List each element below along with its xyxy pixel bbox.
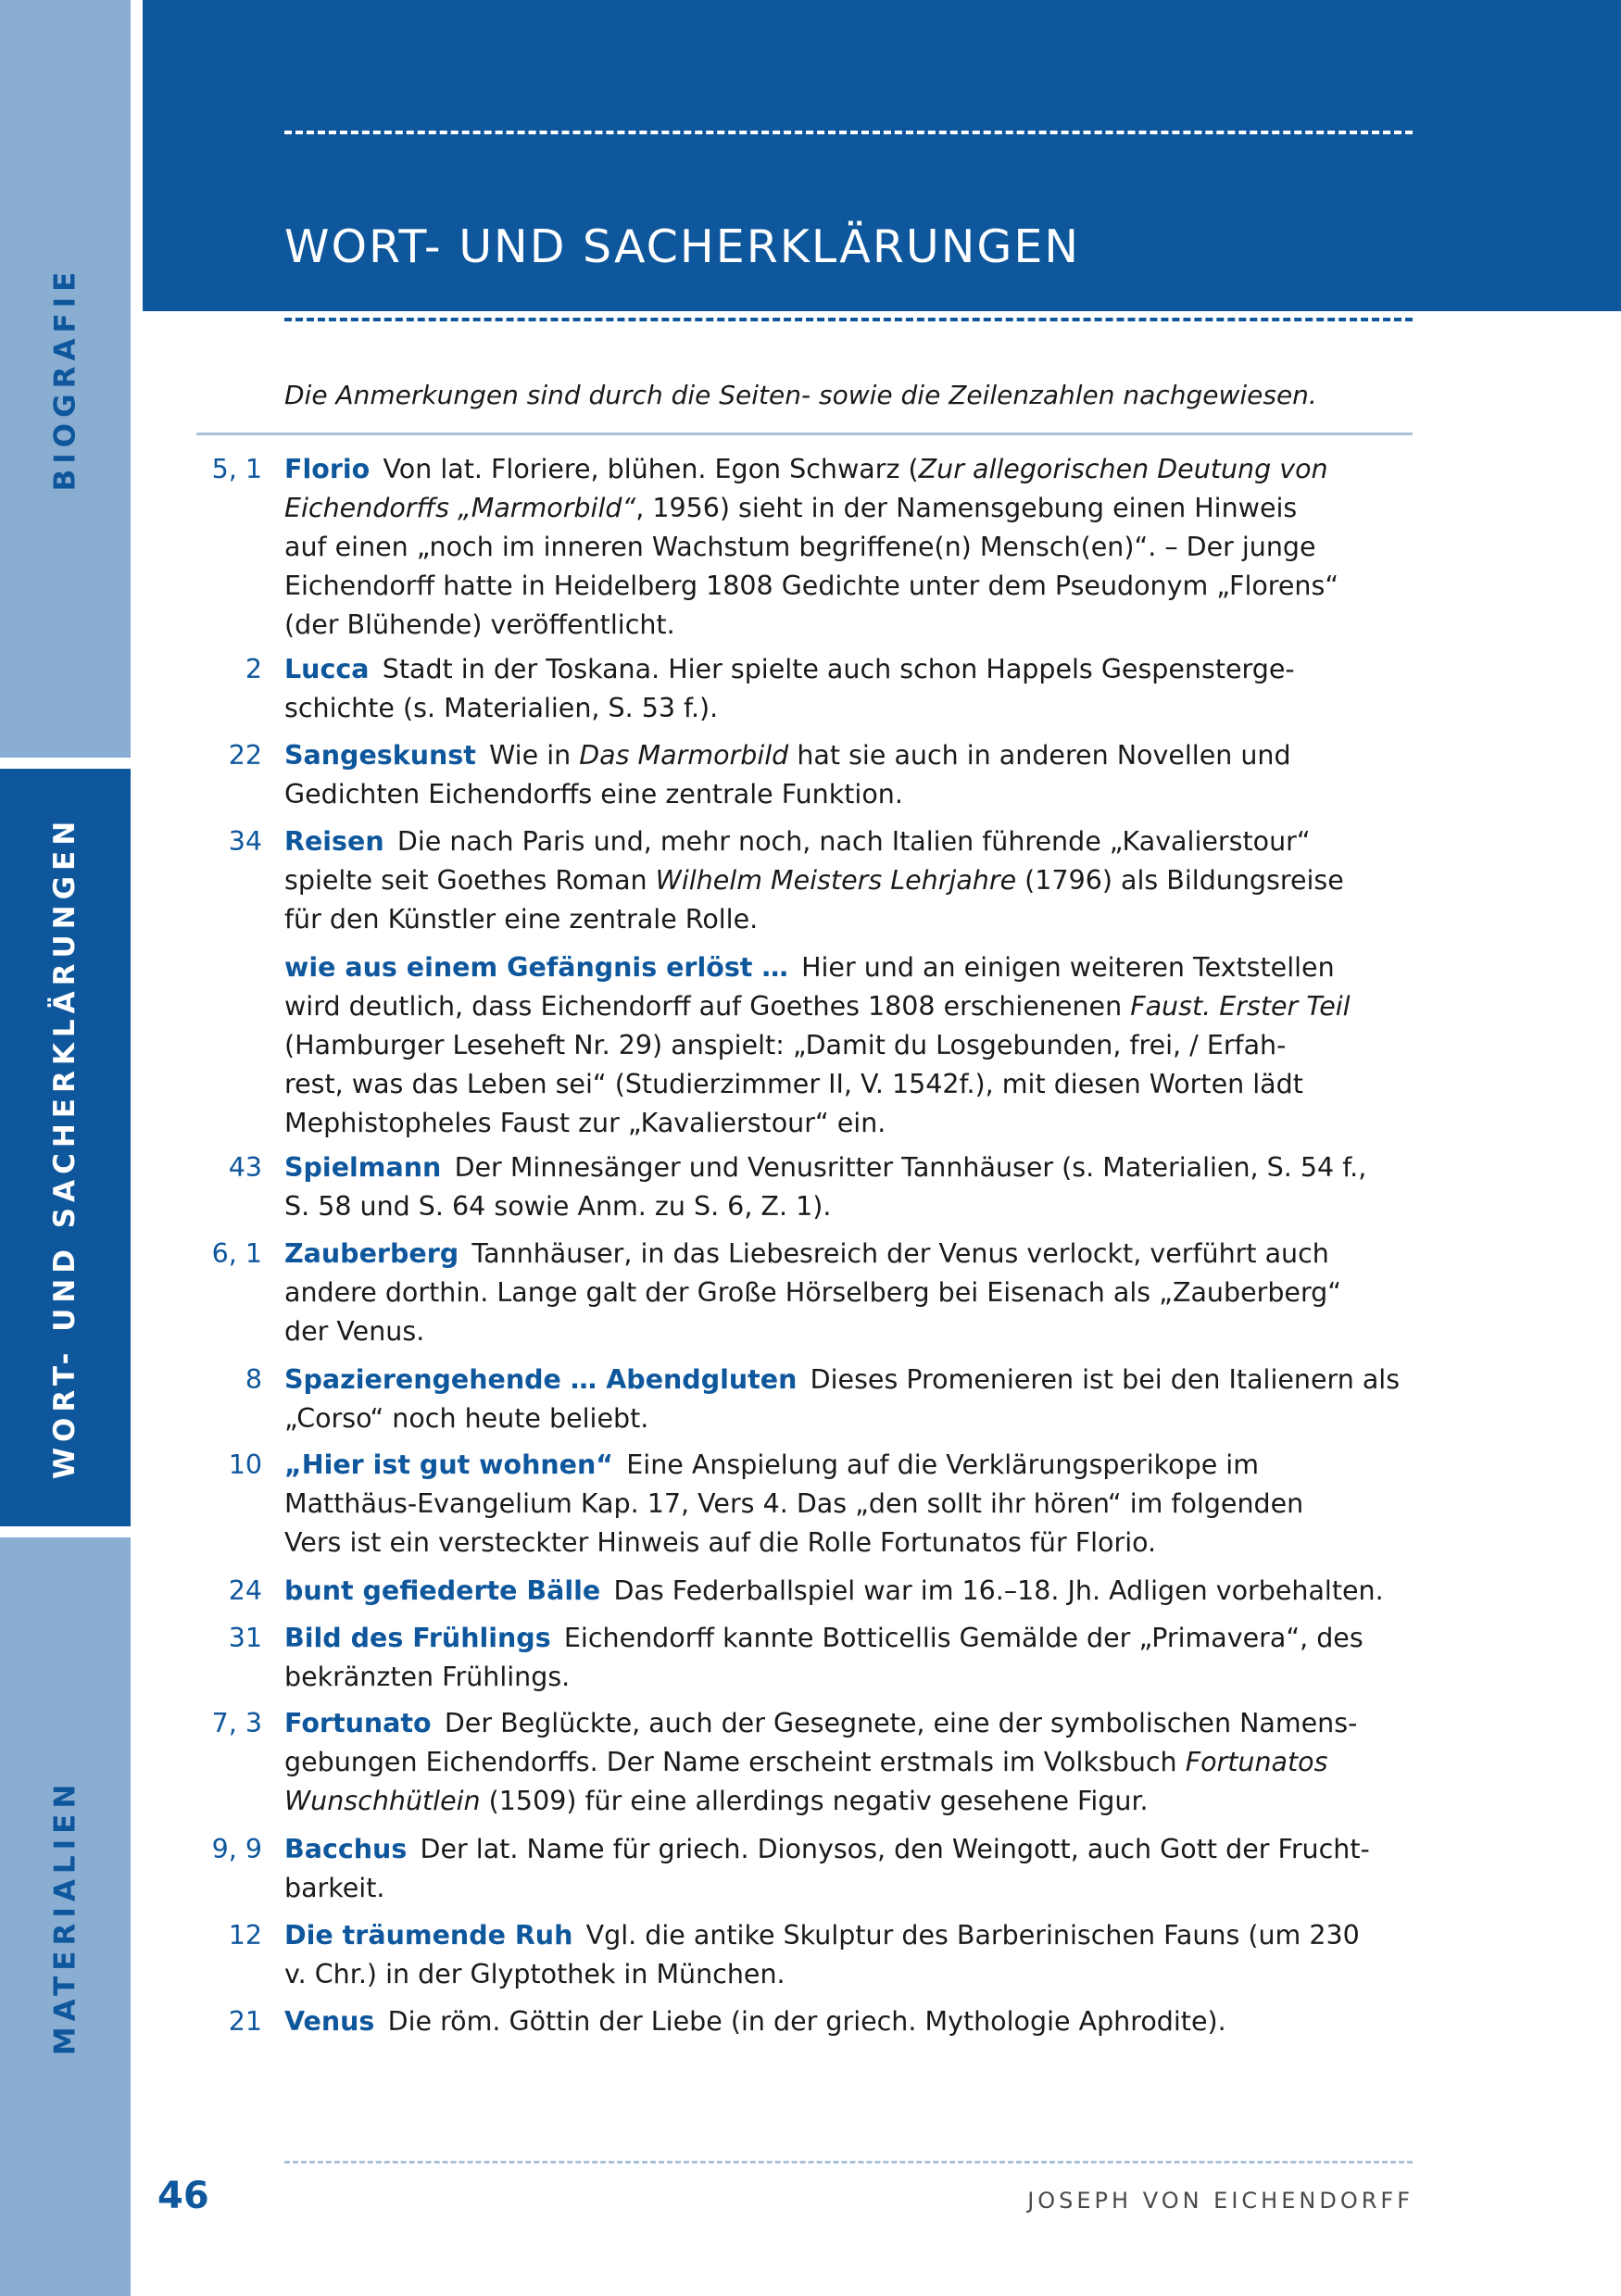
entry-lemma: Venus <box>284 2006 375 2037</box>
line-reference: 10 <box>228 1449 262 1480</box>
sidebar-tab-wort-und-sacherklaerungen[interactable] <box>0 769 131 1526</box>
entry-line <box>284 567 1414 606</box>
entry-lemma: „Hier ist gut wohnen“ <box>284 1449 614 1480</box>
entry-body <box>284 822 1414 939</box>
header-bottom-dashed-rule <box>284 318 1413 321</box>
sidebar-tab-label: WORT- UND SACHERKLÄRUNGEN <box>48 815 82 1480</box>
line-reference: 12 <box>228 1920 262 1951</box>
entry-line <box>284 528 1414 567</box>
entry-line <box>284 606 1414 645</box>
text-segment: (Hamburger Leseheft Nr. 29) anspielt: „Damit du Losgebunden, frei, / Erfah- <box>284 1030 1287 1060</box>
line-reference: 31 <box>228 1623 262 1653</box>
entry-lemma: Bacchus <box>284 1834 408 1864</box>
entry-lemma: Florio <box>284 454 371 484</box>
sidebar-tab-label: BIOGRAFIE <box>48 266 82 492</box>
entry-line <box>284 450 1414 489</box>
entry-body <box>284 1916 1414 1994</box>
entry-line <box>284 1026 1414 1065</box>
page-number: 46 <box>157 2175 209 2217</box>
entry-line <box>284 1955 1414 1994</box>
text-segment: bekränzten Frühlings. <box>284 1662 571 1692</box>
section-sidebar <box>0 0 131 2296</box>
entry-line <box>284 822 1414 861</box>
entry-lemma: Sangeskunst <box>284 740 476 771</box>
entry-line <box>284 1361 1414 1399</box>
entry-body <box>284 1361 1414 1438</box>
entry-line <box>284 1312 1414 1351</box>
sidebar-tab-label: MATERIALIEN <box>48 1778 82 2055</box>
text-segment: für den Künstler eine zentrale Rolle. <box>284 904 759 935</box>
entry-lemma: Lucca <box>284 654 370 684</box>
text-segment: Gedichten Eichendorffs eine zentrale Funktion. <box>284 779 903 809</box>
entry-line <box>284 650 1414 689</box>
entry-line <box>284 987 1414 1026</box>
entry-body <box>284 1235 1414 1351</box>
entry-body <box>284 2002 1414 2041</box>
intro-note: Die Anmerkungen sind durch die Seiten- sowie die Zeilenzahlen nachgewiesen. <box>284 380 1317 410</box>
line-reference: 24 <box>228 1575 262 1606</box>
entry-line <box>284 1065 1414 1104</box>
entry-line <box>284 1524 1414 1562</box>
entry-body <box>284 736 1414 814</box>
entry-body <box>284 650 1414 728</box>
text-segment: Eichendorff hatte in Heidelberg 1808 Gedichte unter dem Pseudonym „Florens“ <box>284 571 1339 601</box>
line-reference: 34 <box>228 826 262 857</box>
text-segment: Der Minnesänger und Venusritter Tannhäuser (s. Materialien, S. 54 f., <box>454 1152 1367 1183</box>
text-segment: (der Blühende) veröffentlicht. <box>284 609 675 640</box>
entry-body <box>284 1619 1414 1697</box>
entry-lemma: Zauberberg <box>284 1238 459 1269</box>
entry-line <box>284 1104 1414 1143</box>
line-reference: 2 <box>245 654 262 684</box>
entry-body <box>284 450 1414 645</box>
text-segment: barkeit. <box>284 1873 385 1903</box>
sidebar-tab-biografie[interactable] <box>0 0 131 758</box>
text-segment: Matthäus-Evangelium Kap. 17, Vers 4. Das „den sollt ihr hören“ im folgenden <box>284 1488 1304 1519</box>
text-segment: Das Federballspiel war im 16.–18. Jh. Adligen vorbehalten. <box>613 1575 1384 1606</box>
entry-lemma: Fortunato <box>284 1708 432 1738</box>
entry-line <box>284 689 1414 728</box>
entry-line <box>284 1830 1414 1869</box>
page-title: WORT- UND SACHERKLÄRUNGEN <box>284 220 1080 273</box>
text-segment: „Corso“ noch heute beliebt. <box>284 1403 649 1434</box>
entry-line <box>284 861 1414 900</box>
entry-body <box>284 1704 1414 1821</box>
footer-dashed-rule <box>284 2161 1413 2164</box>
entry-line <box>284 1619 1414 1658</box>
line-reference: 8 <box>245 1364 262 1395</box>
text-segment: Vers ist ein versteckter Hinweis auf die Rolle Fortunatos für Florio. <box>284 1527 1157 1558</box>
entry-line <box>284 775 1414 814</box>
line-reference: 43 <box>228 1152 262 1183</box>
text-segment: Tannhäuser, in das Liebesreich der Venus verlockt, verführt auch <box>471 1238 1329 1269</box>
entry-line <box>284 1187 1414 1226</box>
line-reference: 6, 1 <box>211 1238 262 1269</box>
text-segment: (1796) als Bildungsreise <box>1016 865 1344 896</box>
text-segment: schichte (s. Materialien, S. 53 f.). <box>284 693 719 723</box>
text-segment: , 1956) sieht in der Namensgebung einen Hinweis <box>635 493 1298 523</box>
text-segment: hat sie auch in anderen Novellen und <box>788 740 1291 771</box>
entry-line <box>284 1399 1414 1438</box>
entry-line <box>284 1916 1414 1955</box>
text-segment: v. Chr.) in der Glyptothek in München. <box>284 1959 785 1989</box>
line-reference: 5, 1 <box>211 454 262 484</box>
text-segment: Vgl. die antike Skulptur des Barberinischen Fauns (um 230 <box>585 1920 1360 1951</box>
italic-text: Fortunatos <box>1185 1747 1328 1777</box>
entry-body <box>284 1446 1414 1562</box>
intro-divider <box>196 433 1413 435</box>
text-segment: Stadt in der Toskana. Hier spielte auch schon Happels Gespensterge- <box>382 654 1295 684</box>
entry-line <box>284 1743 1414 1782</box>
entry-lemma: Spazierengehende … Abendgluten <box>284 1364 798 1395</box>
text-segment: Wie in <box>489 740 580 771</box>
line-reference: 7, 3 <box>211 1708 262 1738</box>
text-segment: rest, was das Leben sei“ (Studierzimmer II, V. 1542f.), mit diesen Worten lädt <box>284 1069 1303 1099</box>
entry-line <box>284 736 1414 775</box>
entry-line <box>284 1869 1414 1908</box>
entry-lemma: Reisen <box>284 826 384 857</box>
entry-lemma: bunt gefiederte Bälle <box>284 1575 601 1606</box>
entry-line <box>284 2002 1414 2041</box>
text-segment: Der lat. Name für griech. Dionysos, den Weingott, auch Gott der Frucht- <box>420 1834 1370 1864</box>
entry-body <box>284 948 1414 1143</box>
text-segment: Dieses Promenieren ist bei den Italienern als <box>810 1364 1401 1395</box>
entry-lemma: wie aus einem Gefängnis erlöst … <box>284 952 788 983</box>
text-segment: (1509) für eine allerdings negativ gesehene Figur. <box>480 1786 1149 1816</box>
entry-line <box>284 1235 1414 1273</box>
entry-lemma: Bild des Frühlings <box>284 1623 551 1653</box>
entry-body <box>284 1830 1414 1908</box>
sidebar-tab-materialien[interactable] <box>0 1537 131 2296</box>
text-segment: Hier und an einigen weiteren Textstellen <box>801 952 1335 983</box>
entry-line <box>284 900 1414 939</box>
entry-line <box>284 948 1414 987</box>
entry-line <box>284 1273 1414 1312</box>
italic-text: Wunschhütlein <box>284 1786 481 1816</box>
text-segment: wird deutlich, dass Eichendorff auf Goethes 1808 erschienenen <box>284 991 1131 1022</box>
text-segment: Der Beglückte, auch der Gesegnete, eine der symbolischen Namens- <box>444 1708 1358 1738</box>
line-reference: 22 <box>228 740 262 771</box>
entry-body <box>284 1572 1414 1611</box>
italic-text: Das Marmorbild <box>579 740 789 771</box>
line-reference: 9, 9 <box>211 1834 262 1864</box>
line-reference: 21 <box>228 2006 262 2037</box>
text-segment: gebungen Eichendorffs. Der Name erscheint erstmals im Volksbuch <box>284 1747 1186 1777</box>
text-segment: auf einen „noch im inneren Wachstum begriffene(n) Mensch(en)“. – Der junge <box>284 532 1316 562</box>
text-segment: spielte seit Goethes Roman <box>284 865 656 896</box>
text-segment: Mephistopheles Faust zur „Kavalierstour“ ein. <box>284 1108 886 1138</box>
entry-line <box>284 1658 1414 1697</box>
text-segment: Die nach Paris und, mehr noch, nach Italien führende „Kavalierstour“ <box>396 826 1311 857</box>
italic-text: Wilhelm Meisters Lehrjahre <box>655 865 1017 896</box>
entry-line <box>284 1572 1414 1611</box>
italic-text: Faust. Erster Teil <box>1130 991 1351 1022</box>
entry-line <box>284 489 1414 528</box>
entry-line <box>284 1485 1414 1524</box>
running-head: JOSEPH VON EICHENDORFF <box>1027 2188 1414 2214</box>
text-segment: andere dorthin. Lange galt der Große Hörselberg bei Eisenach als „Zauberberg“ <box>284 1277 1342 1308</box>
text-segment: Eichendorff kannte Botticellis Gemälde der „Primavera“, des <box>563 1623 1363 1653</box>
text-segment: Die röm. Göttin der Liebe (in der griech. Mythologie Aphrodite). <box>387 2006 1226 2037</box>
italic-text: Zur allegorischen Deutung von <box>918 454 1328 484</box>
entry-line <box>284 1704 1414 1743</box>
text-segment: S. 58 und S. 64 sowie Anm. zu S. 6, Z. 1). <box>284 1191 832 1222</box>
text-segment: Von lat. Floriere, blühen. Egon Schwarz ( <box>383 454 919 484</box>
entry-line <box>284 1446 1414 1485</box>
text-segment: Eine Anspielung auf die Verklärungsperikope im <box>626 1449 1259 1480</box>
entry-line <box>284 1148 1414 1187</box>
entry-lemma: Die träumende Ruh <box>284 1920 573 1951</box>
entry-lemma: Spielmann <box>284 1152 442 1183</box>
italic-text: Eichendorffs „Marmorbild“ <box>284 493 636 523</box>
header-top-dashed-rule <box>284 131 1413 134</box>
entry-body <box>284 1148 1414 1226</box>
text-segment: der Venus. <box>284 1316 425 1347</box>
entry-line <box>284 1782 1414 1821</box>
